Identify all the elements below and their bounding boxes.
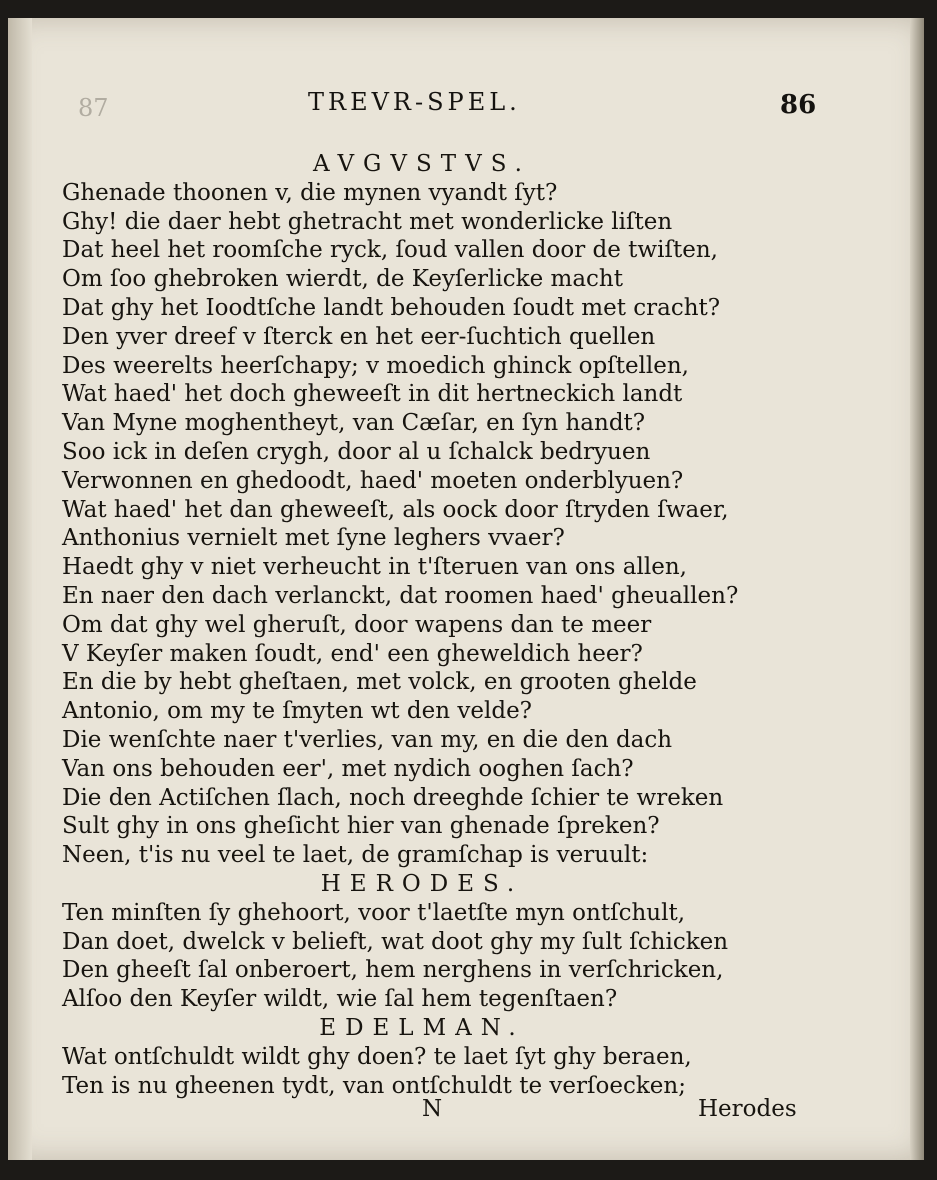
verse-line: Wat ontſchuldt wildt ghy doen? te laet ſyt ghy beraen, bbox=[62, 1043, 692, 1070]
verse-line: Neen, t'is nu veel te laet, de gramſchap is veruult: bbox=[62, 842, 649, 869]
verse-line: Ten minſten ſy ghehoort, voor t'laetſte myn ontſchult, bbox=[62, 899, 686, 926]
verse-line: Alſoo den Keyſer wildt, wie ſal hem tegenſtaen? bbox=[62, 986, 618, 1013]
verse-line: V Keyſer maken ſoudt, end' een gheweldich heer? bbox=[62, 640, 643, 667]
speaker-heading: EDELMAN. bbox=[319, 1014, 525, 1041]
verse-line: Van Myne moghentheyt, van Cæſar, en ſyn handt? bbox=[62, 410, 646, 437]
verse-line: Wat haed' het doch gheweeſt in dit hertneckich landt bbox=[62, 381, 683, 408]
signature-mark: N bbox=[422, 1096, 443, 1122]
verse-line: Om ſoo ghebroken wierdt, de Keyſerlicke macht bbox=[62, 266, 623, 293]
verse-line: Ghenade thoonen v, die mynen vyandt ſyt? bbox=[62, 179, 558, 206]
speaker-heading: HERODES. bbox=[320, 870, 524, 897]
show-through-page-number: 87 bbox=[78, 94, 109, 122]
verse-line: Anthonius vernielt met ſyne leghers vvaer? bbox=[62, 525, 565, 552]
verse-line: Ten is nu gheenen tydt, van ontſchuldt te verſoecken; bbox=[62, 1072, 686, 1099]
verse-line: Sult ghy in ons gheſicht hier van ghenade ſpreken? bbox=[62, 813, 660, 840]
page-header bbox=[8, 78, 924, 122]
book-page bbox=[8, 18, 924, 1160]
verse-line: Die den Actiſchen ſlach, noch dreeghde ſchier te wreken bbox=[62, 784, 724, 811]
verse-line: Ghy! die daer hebt ghetracht met wonderlicke liſten bbox=[62, 208, 673, 235]
verse-line: Des weerelts heerſchapy; v moedich ghinck opſtellen, bbox=[62, 352, 689, 379]
verse-line: Den yver dreef v ſterck en het eer-ſuchtich quellen bbox=[62, 323, 656, 350]
verse-line: Haedt ghy v niet verheucht in t'ſteruen van ons allen, bbox=[62, 554, 687, 581]
verse-line: Dan doet, dwelck v belieft, wat doot ghy my ſult ſchicken bbox=[62, 928, 729, 955]
gutter-shadow bbox=[8, 18, 32, 1160]
verse-line: Die wenſchte naer t'verlies, van my, en die den dach bbox=[62, 726, 673, 753]
verse-line: Van ons behouden eer', met nydich ooghen ſach? bbox=[62, 755, 634, 782]
verse-line: Wat haed' het dan gheweeſt, als oock door ſtryden ſwaer, bbox=[62, 496, 729, 523]
verse-line: Verwonnen en ghedoodt, haed' moeten onderblyuen? bbox=[62, 467, 684, 494]
verse-line: Dat ghy het Ioodtſche landt behouden ſoudt met cracht? bbox=[62, 294, 721, 321]
verse-body bbox=[62, 150, 822, 1100]
catchword: Herodes bbox=[698, 1096, 797, 1122]
verse-line: Om dat ghy wel gheruſt, door wapens dan te meer bbox=[62, 611, 652, 638]
running-title: TREVR-SPEL. bbox=[308, 88, 521, 116]
verse-line: Den gheeſt ſal onberoert, hem nerghens in verſchricken, bbox=[62, 957, 724, 984]
verse-line: Dat heel het roomſche ryck, ſoud vallen door de twiſten, bbox=[62, 237, 718, 264]
page-edge bbox=[910, 18, 924, 1160]
verse-line: Soo ick in deſen crygh, door al u ſchalck bedryuen bbox=[62, 438, 651, 465]
verse-line: En naer den dach verlanckt, dat roomen haed' gheuallen? bbox=[62, 582, 739, 609]
page-number: 86 bbox=[780, 90, 817, 120]
verse-line: En die by hebt gheſtaen, met volck, en grooten ghelde bbox=[62, 669, 697, 696]
verse-line: Antonio, om my te ſmyten wt den velde? bbox=[62, 698, 533, 725]
speaker-heading: AVGVSTVS. bbox=[312, 151, 531, 177]
